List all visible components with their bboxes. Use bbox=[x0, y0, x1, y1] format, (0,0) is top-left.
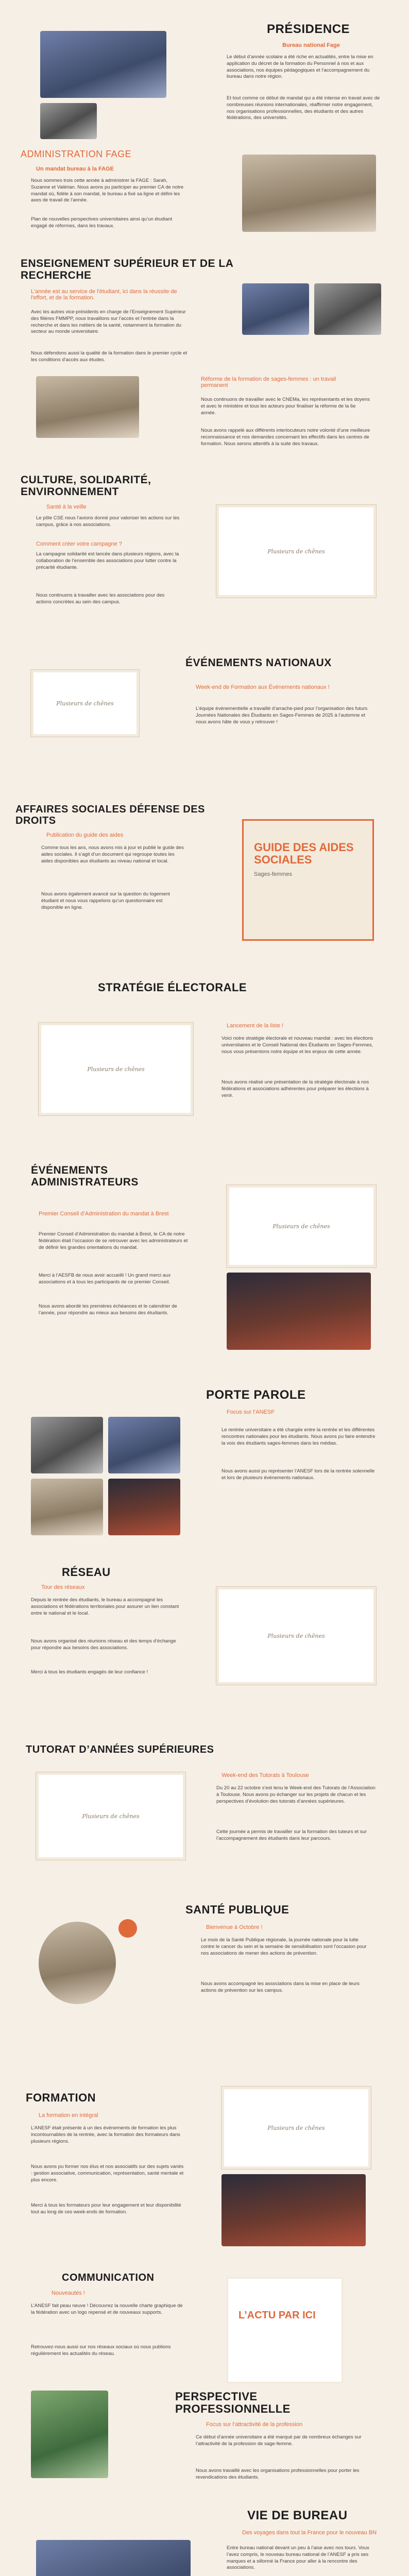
presidence-title: PRÉSIDENCE bbox=[267, 22, 350, 36]
esr-photo-3 bbox=[36, 376, 139, 438]
esr-photo-2 bbox=[314, 283, 381, 335]
tutorat-para-2: Cette journée a permis de travailler sur la formation des tuteurs et sur l’accompagnement des étudiants dans leur parcours. bbox=[216, 1829, 367, 1841]
tutorat-subtitle: Week-end des Tutorats à Toulouse bbox=[221, 1772, 309, 1778]
screen-caption: Plusieurs de chênes bbox=[267, 548, 325, 555]
strategie-screen bbox=[39, 1023, 193, 1115]
admin-title: ADMINISTRATION FAGE bbox=[21, 149, 132, 159]
formation-para-1: L’ANESF était présente à un des événements de formation les plus incontournables de la rentrée, avec la formation des formateurs dans plusieurs régions. bbox=[31, 2125, 180, 2144]
esr-para-3: Nous continuons de travailler avec le CNEMa, les représentants et les doyens et avec le ministère et tous les acteurs pour finaliser la réforme de la 6e année. bbox=[201, 397, 370, 416]
admins-para-3: Nous avons abordé les premières échéances et le calendrier de l’année, pour répondre au mieux aux besoins des étudiants. bbox=[39, 1303, 177, 1316]
strategie-para-1: Voici notre stratégie électorale et nouveau mandat : avec les élections universitaires et le Conseil National des Étudiants en Sages-Femmes, nous vous présentons notre équipe et les enjeux de cette année. bbox=[221, 1036, 373, 1055]
admins-screen bbox=[227, 1185, 376, 1267]
presidence-para-2: Et tout comme ce début de mandat qui a été intense en travail avec de nombreuses réunions internationales, réaffirmer notre engagement, nos organisations professionnelles, des étudiants et des autres fédérations, des universités. bbox=[227, 95, 380, 121]
admins-subtitle: Premier Conseil d’Administration du mandat à Brest bbox=[39, 1211, 169, 1217]
formation-photo bbox=[221, 2174, 366, 2246]
reseau-para-1: Depuis le rentrée des étudiants, le bureau a accompagné les associations et fédérations territoriales pour assurer un lien constant entre le national et le local. bbox=[31, 1597, 179, 1616]
communication-subtitle: Nouveautés ! bbox=[52, 2290, 85, 2296]
events-para-1: L’équipe événementielle a travaillé d’arrache-pied pour l’organisation des futurs Journées Nationales des Étudiants en Sages-Femmes de 2025 à l’automne et nous avons hâte de vous y retrouver ! bbox=[196, 706, 368, 725]
esr-para-1: Avec les autres vice-présidents en charge de l’Enseignement Supérieur des filières FMMPP, nous travaillons sur l’accès et l’entrée dans la recherche et dans les métiers de la santé, notamment la formation du secteur au monde universitaire. bbox=[31, 309, 186, 335]
admins-photo bbox=[227, 1273, 371, 1350]
screen-caption: Plusieurs de chênes bbox=[87, 1065, 145, 1073]
culture-para-2: La campagne solidarité est lancée dans plusieurs régions, avec la collaboration de l’ensemble des associations pour lutter contre la précarité étudiante. bbox=[36, 551, 179, 570]
perspective-para-1: Ce début d’année universitaire a été marqué par de nombreux échanges sur l’attractivité de la profession de sage-femme. bbox=[196, 2434, 362, 2447]
culture-para-3: Nous continuons à travailler avec les associations pour des actions concrètes au sein des campus. bbox=[36, 592, 165, 605]
screen-caption: Plusieurs de chênes bbox=[56, 700, 114, 707]
porte-subtitle: Focus sur l’ANESF bbox=[227, 1409, 275, 1415]
social-para-2: Nous avons également avancé sur la question du logement étudiant et nous vous rappelons qu’un questionnaire est disponible en ligne. bbox=[41, 891, 170, 910]
vie-photo bbox=[36, 2540, 191, 2576]
porte-photo-4 bbox=[108, 1479, 180, 1535]
reseau-screen bbox=[216, 1587, 376, 1685]
communication-title: COMMUNICATION bbox=[62, 2272, 155, 2283]
events-subtitle: Week-end de Formation aux Événements nationaux ! bbox=[196, 684, 330, 690]
perspective-title: PERSPECTIVE PROFESSIONNELLE bbox=[175, 2390, 291, 2416]
admins-title: ÉVÉNEMENTS ADMINISTRATEURS bbox=[31, 1164, 139, 1189]
strategie-title: STRATÉGIE ÉLECTORALE bbox=[98, 981, 247, 994]
formation-para-2: Nous avons pu former nos élus et nos associatifs sur des sujets variés : gestion associative, communication, représentation, santé mentale et plus encore. bbox=[31, 2164, 184, 2183]
presidence-para-1: Le début d’année scolaire a été riche en actualités, entre la mise en application du décret de la formation du Personnel à nos et aux associations, nos équipes pédagogiques et l’accompagnement du bureau dans notre région. bbox=[227, 54, 373, 80]
culture-screen bbox=[216, 505, 376, 598]
esr-para-2: Nous défendons aussi la qualité de la formation dans le premier cycle et les conditions d’accès aux études. bbox=[31, 350, 188, 363]
tutorat-para-1: Du 20 au 22 octobre s’est tenu le Week-end des Tutorats de l’Association à Toulouse. Nous avons pu échanger sur les projets de chacun et les perspectives d’évolution des tutorats d’années supérieures. bbox=[216, 1785, 376, 1804]
esr-title: ENSEIGNEMENT SUPÉRIEUR ET DE LA RECHERCHE bbox=[21, 258, 233, 282]
perspective-subtitle: Focus sur l’attractivité de la profession bbox=[206, 2421, 303, 2428]
admin-para-1: Nous sommes trois cette année à administrer la FAGE : Sarah, Suzanne et Valérian. Nous avons pu participer au premier CA de notre mandat où, fidèle à son mandat, le bureau a fixé sa ligne et défini les axes de travail de l’année. bbox=[31, 178, 184, 204]
formation-title: FORMATION bbox=[26, 2091, 96, 2104]
events-title: ÉVÉNEMENTS NATIONAUX bbox=[185, 657, 332, 669]
porte-photo-3 bbox=[31, 1479, 103, 1535]
sante-subtitle: Bienvenue à Octobre ! bbox=[206, 1924, 263, 1930]
strategie-subtitle: Lancement de la liste ! bbox=[227, 1023, 284, 1029]
tutorat-title: TUTORAT D’ANNÉES SUPÉRIEURES bbox=[26, 1744, 214, 1755]
culture-title: CULTURE, SOLIDARITÉ, ENVIRONNEMENT bbox=[21, 474, 151, 498]
esr-subtitle-2: Réforme de la formation de sages-femmes : un travail permanent bbox=[201, 376, 336, 388]
communication-para-2: Retrouvez-nous aussi sur nos réseaux sociaux où nous publions régulièrement les actualités du réseau. bbox=[31, 2344, 171, 2357]
culture-subtitle-2: Comment créer votre campagne ? bbox=[36, 541, 122, 547]
sante-para-1: Le mois de la Santé Publique régionale, la journée nationale pour la lutte contre le cancer du sein et la semaine de sensibilisation sont l’occasion pour nos associations de mener des actions de prévention. bbox=[201, 1937, 367, 1956]
reseau-subtitle: Tour des réseaux bbox=[41, 1584, 85, 1590]
screen-caption: Plusieurs de chênes bbox=[267, 2124, 325, 2131]
reseau-para-3: Merci à tous les étudiants engagés de leur confiance ! bbox=[31, 1669, 148, 1675]
porte-photo-2 bbox=[108, 1417, 180, 1473]
events-screen bbox=[31, 670, 139, 737]
reseau-title: RÉSEAU bbox=[62, 1566, 111, 1579]
esr-photo-1 bbox=[242, 283, 309, 335]
guide-title: GUIDE DES AIDES SOCIALES bbox=[254, 841, 354, 867]
admin-subtitle: Un mandat bureau à la FAGE bbox=[36, 166, 114, 172]
perspective-para-2: Nous avons travaillé avec les organisations professionnelles pour porter les revendications des étudiants. bbox=[196, 2468, 360, 2480]
communication-para-1: L’ANESF fait peau neuve ! Découvrez la nouvelle charte graphique de la fédération avec un logo repensé et de nouveaux supports. bbox=[31, 2303, 183, 2315]
social-subtitle: Publication du guide des aides bbox=[46, 832, 124, 838]
poster-text: L’ACTU PAR ICI bbox=[238, 2310, 316, 2321]
social-para-1: Comme tous les ans, nous avons mis à jour et publié le guide des aides sociales. Il s’agit d’un document qui regroupe toutes les aides disponibles aux étudiants au niveau national et local. bbox=[41, 845, 184, 864]
social-title: AFFAIRES SOCIALES DÉFENSE DES DROITS bbox=[15, 804, 205, 826]
sante-title: SANTÉ PUBLIQUE bbox=[185, 1903, 289, 1916]
vie-para-1: Entre bureau national devant un peu à l’aise avec nos tours. Vous l’avez compris, le nouveau bureau national de l’ANESF a pris ses marques et a sillonné la France pour aller à la rencontre des associations. bbox=[227, 2545, 369, 2571]
admins-para-1: Premier Conseil d’Administration du mandat à Brest, le CA de notre fédération était l’occasion de se retrouver avec les administrateurs et de définir les grandes orientations du mandat. bbox=[39, 1231, 188, 1250]
guide-sub: Sages-femmes bbox=[254, 871, 292, 878]
presidence-photo bbox=[40, 31, 166, 98]
presidence-subtitle: Bureau national Fage bbox=[282, 42, 340, 48]
formation-subtitle: La formation en intégral bbox=[39, 2112, 98, 2119]
sante-para-2: Nous avons accompagné les associations dans la mise en place de leurs actions de prévention sur les campus. bbox=[201, 1981, 360, 1993]
porte-title: PORTE PAROLE bbox=[206, 1388, 306, 1402]
guide-card bbox=[242, 819, 374, 941]
presidence-photo-2 bbox=[40, 103, 97, 139]
culture-subtitle: Santé à la veille bbox=[46, 504, 87, 510]
porte-photo-1 bbox=[31, 1417, 103, 1473]
sante-decor bbox=[118, 1919, 137, 1938]
porte-para-2: Nous avons aussi pu représenter l’ANESF lors de la rentrée solennelle et lors de plusieurs événements nationaux. bbox=[221, 1468, 375, 1481]
reseau-para-2: Nous avons organisé des réunions réseau et des temps d’échange pour répondre aux besoins des associations. bbox=[31, 1638, 176, 1651]
esr-para-4: Nous avons rappelé aux différents interlocuteurs notre volonté d’une meilleure reconnaissance et nos demandes concernant les effectifs dans les centres de formation. Nous serons attentifs à la suite des travaux. bbox=[201, 428, 370, 447]
tutorat-screen bbox=[36, 1772, 185, 1860]
screen-caption: Plusieurs de chênes bbox=[82, 1812, 140, 1820]
admins-para-2: Merci à l’AESFB de nous avoir accueilli ! Un grand merci aux associations et à tous les participants de ce premier Conseil. bbox=[39, 1273, 171, 1285]
admin-photo bbox=[242, 155, 376, 232]
perspective-photo bbox=[31, 2391, 108, 2478]
sante-photo bbox=[39, 1922, 116, 2004]
culture-para-1: Le pôle CSE nous l’avions donné pour valoriser les actions sur les campus, grâce à nos associations. bbox=[36, 515, 180, 528]
vie-subtitle: Des voyages dans tout la France pour le nouveau BN bbox=[242, 2530, 377, 2536]
formation-para-3: Merci à tous les formateurs pour leur engagement et leur disponibilité tout au long de ces week-ends de formation. bbox=[31, 2202, 181, 2215]
esr-subtitle: L'année est au service de l'étudiant, ici dans la réussite de l'effort, et de la formation. bbox=[31, 289, 177, 301]
formation-screen bbox=[221, 2087, 371, 2169]
screen-caption: Plusieurs de chênes bbox=[267, 1632, 325, 1639]
vie-title: VIE DE BUREAU bbox=[247, 2509, 348, 2522]
communication-poster bbox=[227, 2277, 343, 2383]
strategie-para-2: Nous avons réalisé une présentation de la stratégie électorale à nos fédérations et associations adhérentes pour préparer les élections à venir. bbox=[221, 1079, 369, 1098]
screen-caption: Plusieurs de chênes bbox=[272, 1223, 330, 1230]
admin-para-2: Plan de nouvelles perspectives universitaires ainsi qu’un étudiant engagé de réformes, dans les travaux. bbox=[31, 216, 173, 229]
porte-para-1: Le rentrée universitaire a été chargée entre la rentrée et les différentes rencontres nationales pour les étudiants. Nous avons pu faire entendre la voix des étudiants sages-femmes dans les médias. bbox=[221, 1427, 376, 1446]
